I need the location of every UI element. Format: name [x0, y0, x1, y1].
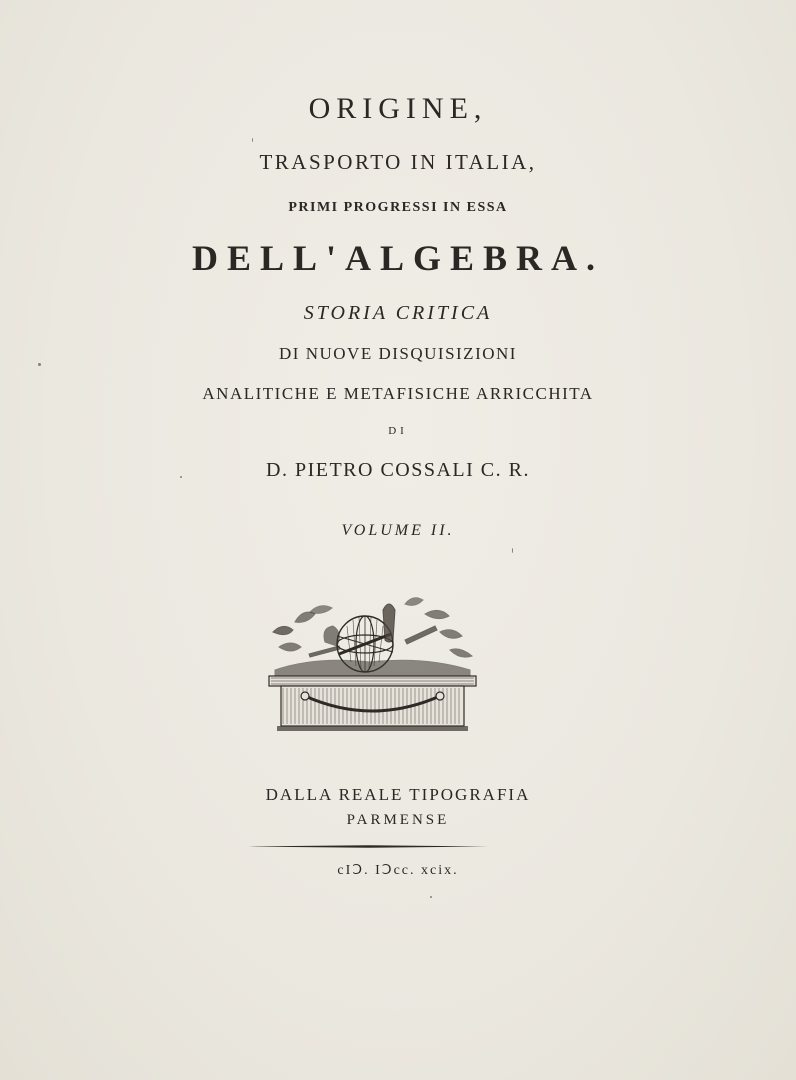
- paper-speck: [38, 363, 41, 366]
- title-line-origine: ORIGINE,: [308, 92, 488, 125]
- imprint-date: cIↃ. IↃcc. xcix.: [337, 863, 459, 878]
- paper-speck: [180, 476, 182, 478]
- paper-speck: [512, 548, 513, 553]
- armillary-sphere-vignette-icon: [265, 592, 480, 732]
- paper-speck: [430, 896, 432, 898]
- author-name: D. PIETRO COSSALI C. R.: [266, 459, 530, 481]
- subtitle-line-analitiche: ANALITICHE E METAFISICHE ARRICCHITA: [202, 384, 594, 403]
- printer-line-dalla-reale: DALLA REALE TIPOGRAFIA: [265, 785, 531, 804]
- subtitle-storia-critica: STORIA CRITICA: [303, 302, 493, 324]
- title-line-trasporto: TRASPORTO IN ITALIA,: [259, 150, 537, 174]
- volume-label: VOLUME II.: [341, 522, 455, 539]
- by-line-di: DI: [388, 425, 408, 437]
- title-line-primi-progressi: PRIMI PROGRESSI IN ESSA: [288, 200, 508, 215]
- main-title-algebra: DELL'ALGEBRA.: [191, 238, 605, 278]
- paper-speck: [252, 138, 253, 142]
- subtitle-line-nuove: DI NUOVE DISQUISIZIONI: [279, 344, 517, 363]
- printer-line-parmense: PARMENSE: [346, 812, 450, 828]
- decorative-rule: [248, 845, 488, 848]
